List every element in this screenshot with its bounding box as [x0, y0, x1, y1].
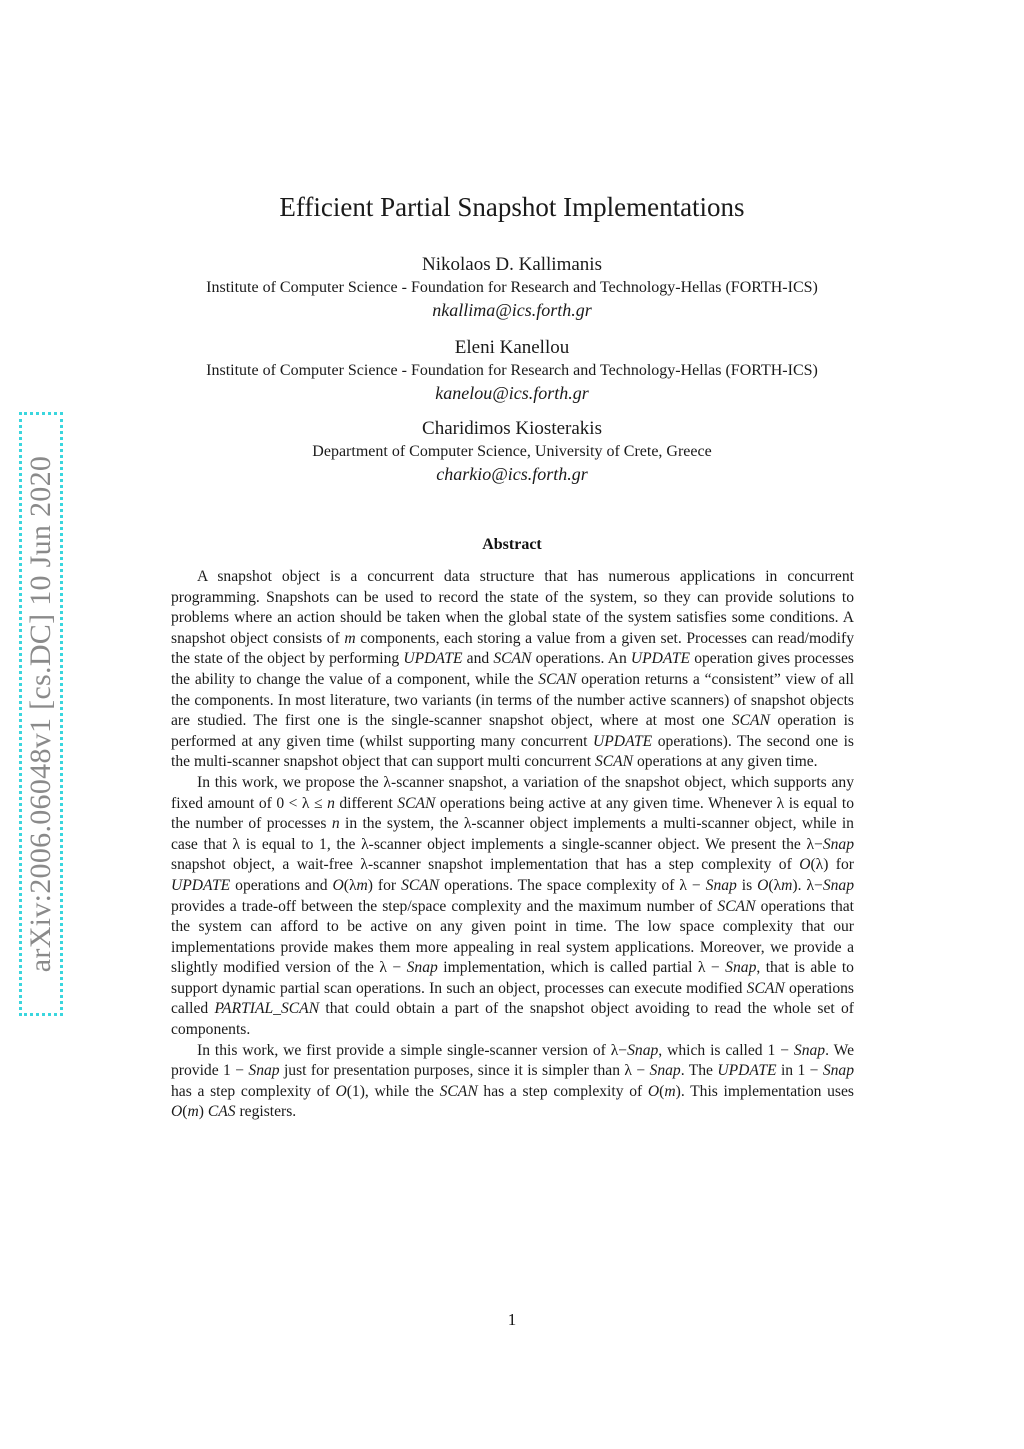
author-2 [0, 336, 1024, 405]
abstract-paragraph-2: In this work, we propose the λ-scanner snapshot, a variation of the snapshot object, which supports any fixed amount of 0 < λ ≤ n different SCAN operations being active at any given time. Whenever λ is equal to the number of processes n in the system, the λ-scanner object implements a multi-scanner object, while in case that λ is equal to 1, the λ-scanner object implements a single-scanner object. We present the λ−Snap snapshot object, a wait-free λ-scanner snapshot implementation that has a step complexity of O(λ) for UPDATE operations and O(λm) for SCAN operations. The space complexity of λ − Snap is O(λm). λ−Snap provides a trade-off between the step/space complexity and the maximum number of SCAN operations that the system can afford to be active on any given point in time. The low space complexity that our implementations provide makes them more appealing in real system applications. Moreover, we provide a slightly modified version of the λ − Snap implementation, which is called partial λ − Snap, that is able to support dynamic partial scan operations. In such an object, processes can execute modified SCAN operations called PARTIAL_SCAN that could obtain a part of the snapshot object avoiding to read the whole set of components. [171, 773, 855, 1039]
author-email: charkio@ics.forth.gr [436, 464, 588, 484]
author-name: Eleni Kanellou [454, 337, 570, 358]
author-email: kanelou@ics.forth.gr [435, 383, 589, 403]
author-3 [0, 417, 1024, 486]
arxiv-stamp-text: arXiv:2006.06048v1 [cs.DC] 10 Jun 2020 [24, 455, 57, 973]
author-name: Nikolaos D. Kallimanis [422, 254, 602, 275]
author-email: nkallima@ics.forth.gr [432, 300, 592, 320]
author-affiliation: Institute of Computer Science - Foundation for Research and Technology-Hellas (FORTH-ICS) [206, 279, 818, 296]
author-1 [0, 253, 1024, 322]
abstract-heading: Abstract [482, 536, 542, 553]
arxiv-stamp [19, 412, 63, 1016]
author-affiliation: Institute of Computer Science - Foundation for Research and Technology-Hellas (FORTH-ICS) [206, 362, 818, 379]
abstract-body [171, 567, 854, 1123]
abstract-paragraph-1: A snapshot object is a concurrent data structure that has numerous applications in concurrent programming. Snapshots can be used to record the state of the system, so they can provide solutions to problems where an action should be taken when the global state of the system satisfies some conditions. A snapshot object consists of m components, each storing a value from a given set. Processes can read/modify the state of the object by performing UPDATE and SCAN operations. An UPDATE operation gives processes the ability to change the value of a component, while the SCAN operation returns a “consistent” view of all the components. In most literature, two variants (in terms of the number active scanners) of snapshot objects are studied. The first one is the single-scanner snapshot object, where at most one SCAN operation is performed at any given time (whilst supporting many concurrent UPDATE operations). The second one is the multi-scanner snapshot object that can support multi concurrent SCAN operations at any given time. [171, 568, 855, 771]
author-name: Charidimos Kiosterakis [422, 418, 602, 439]
author-affiliation: Department of Computer Science, University of Crete, Greece [312, 443, 712, 460]
page-number: 1 [507, 1310, 517, 1329]
paper-title: Efficient Partial Snapshot Implementations [279, 192, 745, 222]
abstract-paragraph-3: In this work, we first provide a simple single-scanner version of λ−Snap, which is called 1 − Snap. We provide 1 − Snap just for presentation purposes, since it is simpler than λ − Snap. The UPDATE in 1 − Snap has a step complexity of O(1), while the SCAN has a step complexity of O(m). This implementation uses O(m) CAS registers. [171, 1041, 855, 1121]
